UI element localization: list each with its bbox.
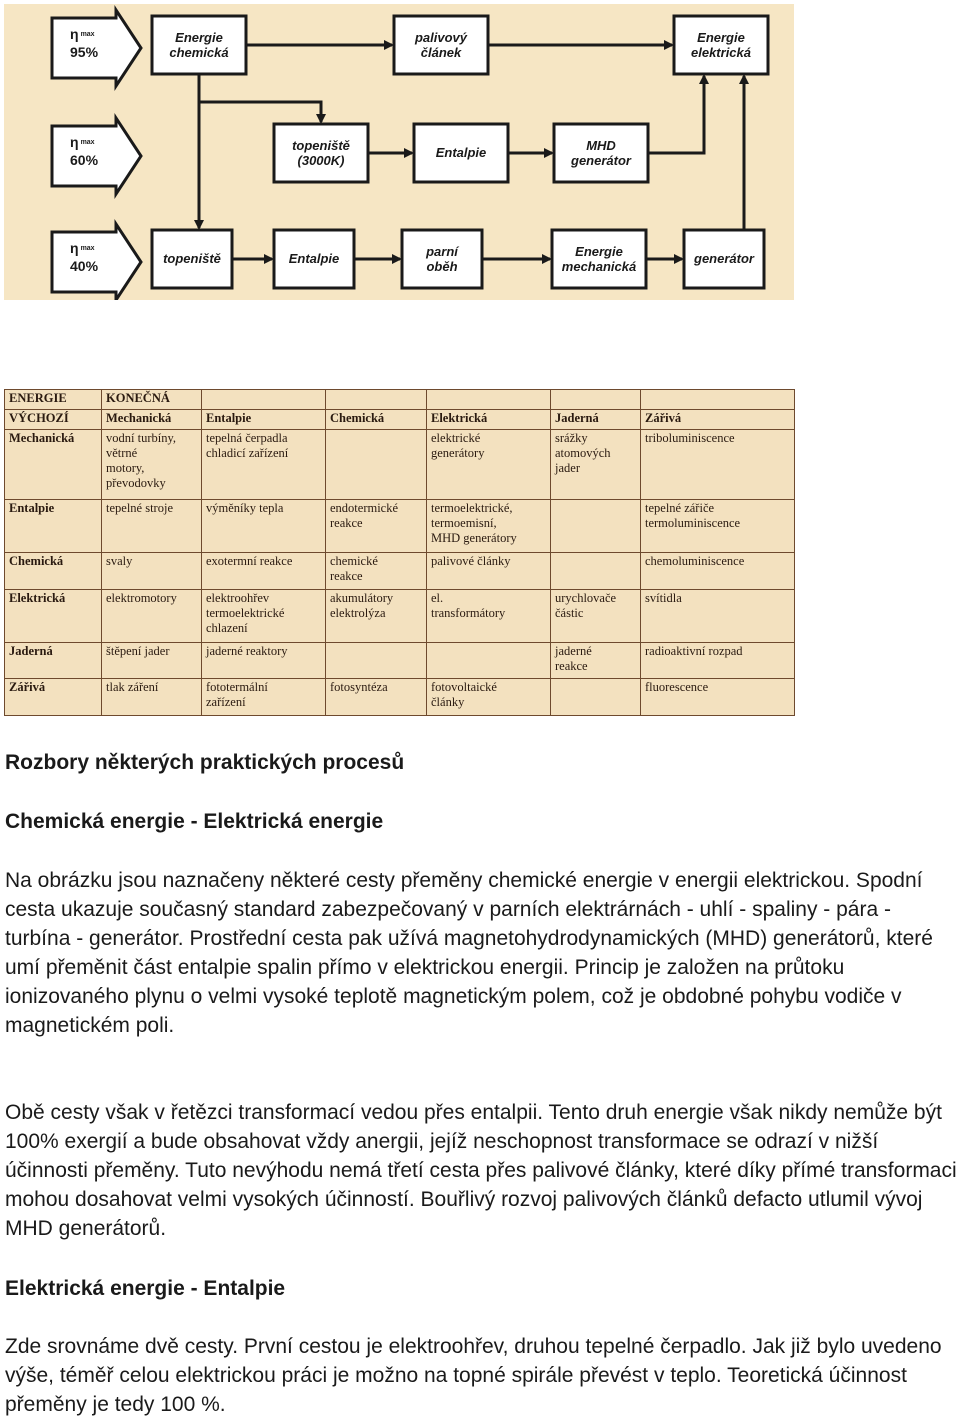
energy-conversion-table: [4, 389, 795, 716]
table-cell: palivové články: [427, 552, 551, 589]
table-row: [5, 552, 795, 589]
table-cell: radioaktivní rozpad: [641, 642, 795, 679]
eta-label-3: [70, 240, 98, 274]
table-cell: jaderné reakce: [551, 642, 641, 679]
table-cell: Zářivá: [641, 409, 795, 429]
table-header-row: [5, 409, 795, 429]
table-cell: [551, 390, 641, 410]
table-cell: tepelné stroje: [102, 499, 202, 552]
energy-conversion-diagram: [4, 4, 794, 300]
table-cell: výměníky tepla: [202, 499, 326, 552]
label-generator: generátor: [694, 251, 754, 266]
table-cell: Chemická: [5, 552, 102, 589]
table-header-row: [5, 390, 795, 410]
table-cell: Mechanická: [102, 409, 202, 429]
table-cell: elektroohřev termoelektrické chlazení: [202, 589, 326, 642]
table-row: [5, 589, 795, 642]
heading-chemicka-elektricka: Chemická energie - Elektrická energie: [5, 810, 384, 833]
label-mhd-generator: MHD generátor: [571, 138, 631, 168]
eta-percent-3: 40%: [70, 258, 99, 274]
table-cell: Entalpie: [5, 499, 102, 552]
eta-symbol: η: [70, 240, 79, 256]
label-energie-mechanicka: Energie mechanická: [561, 244, 637, 274]
label-parni-obeh: parní oběh: [426, 244, 458, 274]
table-cell: fluorescence: [641, 679, 795, 716]
eta-symbol: η: [70, 134, 79, 150]
table-cell: [326, 642, 427, 679]
eta-subscript: max: [80, 139, 95, 146]
table-cell: ENERGIE: [5, 390, 102, 410]
table-cell: exotermní reakce: [202, 552, 326, 589]
table-cell: fotovoltaické články: [427, 679, 551, 716]
table-cell: Entalpie: [202, 409, 326, 429]
table-row: [5, 499, 795, 552]
table-cell: [326, 429, 427, 499]
table-cell: jaderné reaktory: [202, 642, 326, 679]
table-cell: svaly: [102, 552, 202, 589]
label-energie-chemicka: Energie chemická: [169, 30, 229, 60]
heading-rozbory: Rozbory některých praktických procesů: [5, 751, 405, 774]
table-cell: elektrické generátory: [427, 429, 551, 499]
table-cell: elektromotory: [102, 589, 202, 642]
eta-percent-1: 95%: [70, 44, 99, 60]
table-cell: termoelektrické, termoemisní, MHD generátory: [427, 499, 551, 552]
table-cell: [427, 642, 551, 679]
eta-label-2: [70, 134, 98, 168]
label-entalpie-mid: Entalpie: [435, 145, 487, 160]
table-cell: Jaderná: [551, 409, 641, 429]
table-cell: KONEČNÁ: [102, 390, 202, 410]
table-cell: Elektrická: [5, 589, 102, 642]
table-cell: Elektrická: [427, 409, 551, 429]
label-topeniste-3000k: topeniště (3000K): [292, 138, 350, 168]
eta-symbol: η: [70, 26, 79, 42]
eta-percent-2: 60%: [70, 152, 99, 168]
table-cell: [641, 390, 795, 410]
table-cell: VÝCHOZÍ: [5, 409, 102, 429]
table-cell: tlak záření: [102, 679, 202, 716]
label-topeniste: topeniště: [163, 251, 221, 266]
table-cell: [551, 679, 641, 716]
table-cell: chemoluminiscence: [641, 552, 795, 589]
paragraph-2: Obě cesty však v řetězci transformací vedou přes entalpii. Tento druh energie však nikdy nemůže být 100% exergií a bude obsahovat vždy anergii, jejíž neschopnost transformace se odrazí v nižší účinnosti přeměny. Tuto nevýhodu nemá třetí cesta přes palivové články, které díky přímé transformaci mohou dosahovat velmi vysokých účinností. Bouřlivý rozvoj palivových článků defacto utlumil vývoj MHD generátorů.: [5, 1101, 957, 1240]
table-cell: tepelná čerpadla chladicí zařízení: [202, 429, 326, 499]
table-row: [5, 429, 795, 499]
eta-subscript: max: [80, 245, 95, 252]
table-cell: triboluminiscence: [641, 429, 795, 499]
eta-label-1: [70, 26, 98, 60]
table-cell: štěpení jader: [102, 642, 202, 679]
eta-subscript: max: [80, 31, 95, 38]
table-cell: [551, 552, 641, 589]
table-cell: Mechanická: [5, 429, 102, 499]
table-cell: fototermální zařízení: [202, 679, 326, 716]
table-cell: [326, 390, 427, 410]
energy-conversion-table-wrap: [4, 389, 794, 716]
table-cell: vodní turbíny, větrné motory, převodovky: [102, 429, 202, 499]
paragraph-1: Na obrázku jsou naznačeny některé cesty přeměny chemické energie v energii elektrickou. Spodní cesta ukazuje současný standard zabezpečovaný v parních elektrárnách - uhlí - spaliny - pára - turbína - generátor. Prostřední cesta pak užívá magnetohydrodynamických (MHD) generátorů, které umí přeměnit část entalpie spalin přímo v elektrickou energii. Princip je založen na průtoku ionizovaného plynu o velmi vysoké teplotě magnetickým polem, což je obdobné pohybu vodiče v magnetickém poli.: [5, 869, 933, 1037]
table-cell: [427, 390, 551, 410]
table-row: [5, 642, 795, 679]
table-cell: urychlovače částic: [551, 589, 641, 642]
table-cell: fotosyntéza: [326, 679, 427, 716]
table-cell: el. transformátory: [427, 589, 551, 642]
table-cell: srážky atomových jader: [551, 429, 641, 499]
table-cell: [551, 499, 641, 552]
label-energie-elektricka: Energie elektrická: [691, 30, 751, 60]
table-cell: akumulátory elektrolýza: [326, 589, 427, 642]
table-row: [5, 679, 795, 716]
label-entalpie-low: Entalpie: [288, 251, 340, 266]
heading-elektricka-entalpie: Elektrická energie - Entalpie: [5, 1277, 286, 1300]
label-palivovy-clanek: palivový článek: [414, 30, 468, 60]
table-cell: Jaderná: [5, 642, 102, 679]
table-cell: chemické reakce: [326, 552, 427, 589]
table-cell: svítidla: [641, 589, 795, 642]
table-cell: tepelné zářiče termoluminiscence: [641, 499, 795, 552]
table-cell: [202, 390, 326, 410]
table-cell: Zářivá: [5, 679, 102, 716]
table-cell: Chemická: [326, 409, 427, 429]
paragraph-3: Zde srovnáme dvě cesty. První cestou je elektroohřev, druhou tepelné čerpadlo. Jak již bylo uvedeno výše, téměř celou elektrickou práci je možno na topné spirále převést v teplo. Teoretická účinnost přeměny je tedy 100 %.: [5, 1335, 942, 1416]
table-cell: endotermické reakce: [326, 499, 427, 552]
